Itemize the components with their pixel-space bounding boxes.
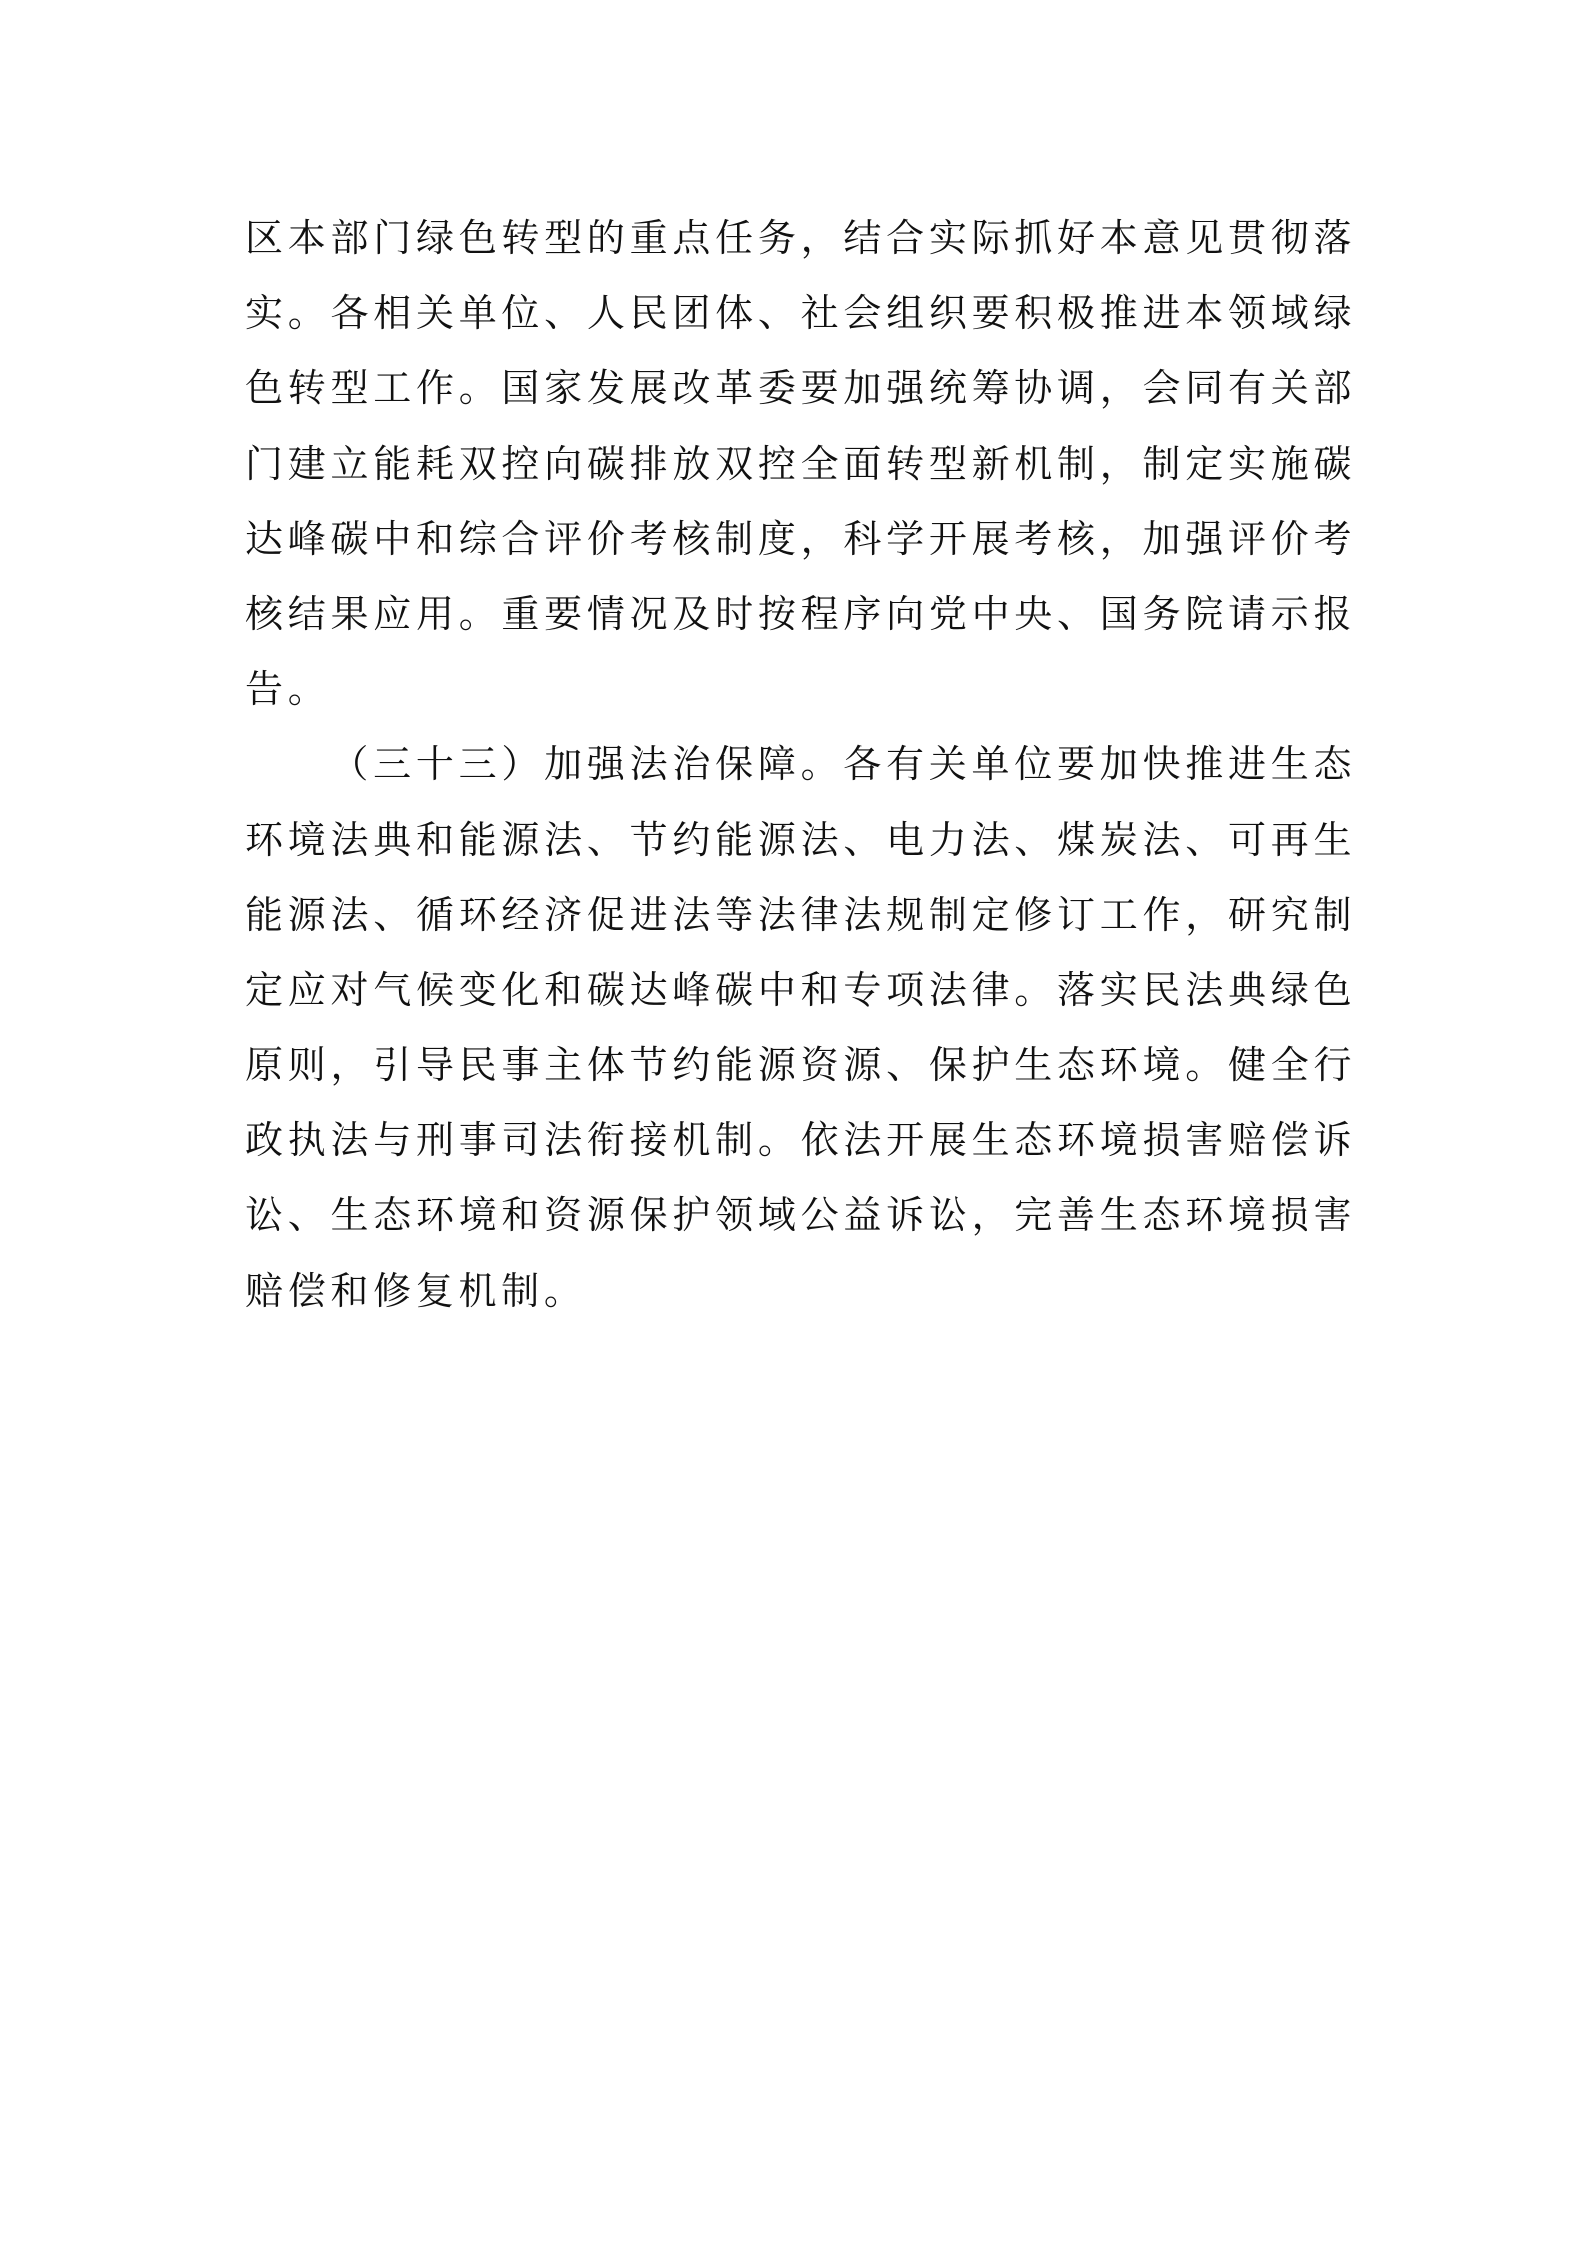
text-line: 能源法、循环经济促进法等法律法规制定修订工作，研究制 <box>245 892 1356 937</box>
paragraph <box>245 201 1356 727</box>
text-line: 核结果应用。重要情况及时按程序向党中央、国务院请示报 <box>245 591 1356 636</box>
paragraph <box>245 727 1356 1329</box>
text-line: 门建立能耗双控向碳排放双控全面转型新机制，制定实施碳 <box>245 441 1356 486</box>
text-line: 区本部门绿色转型的重点任务，结合实际抓好本意见贯彻落 <box>245 216 1356 260</box>
text-line: 政执法与刑事司法衔接机制。依法开展生态环境损害赔偿诉 <box>245 1118 1356 1163</box>
text-line: （三十三）加强法治保障。各有关单位要加快推进生态 <box>330 742 1356 787</box>
text-line: 定应对气候变化和碳达峰碳中和专项法律。落实民法典绿色 <box>245 967 1356 1012</box>
text-line: 实。各相关单位、人民团体、社会组织要积极推进本领域绿 <box>245 291 1356 336</box>
body-text <box>245 201 1356 1329</box>
text-line: 告。 <box>245 667 331 712</box>
text-line: 赔偿和修复机制。 <box>245 1268 587 1313</box>
text-line: 色转型工作。国家发展改革委要加强统筹协调，会同有关部 <box>245 366 1356 411</box>
text-line: 原则，引导民事主体节约能源资源、保护生态环境。健全行 <box>245 1043 1356 1088</box>
text-line: 环境法典和能源法、节约能源法、电力法、煤炭法、可再生 <box>245 817 1356 862</box>
text-line: 讼、生态环境和资源保护领域公益诉讼，完善生态环境损害 <box>245 1193 1356 1238</box>
text-line: 达峰碳中和综合评价考核制度，科学开展考核，加强评价考 <box>245 516 1356 561</box>
